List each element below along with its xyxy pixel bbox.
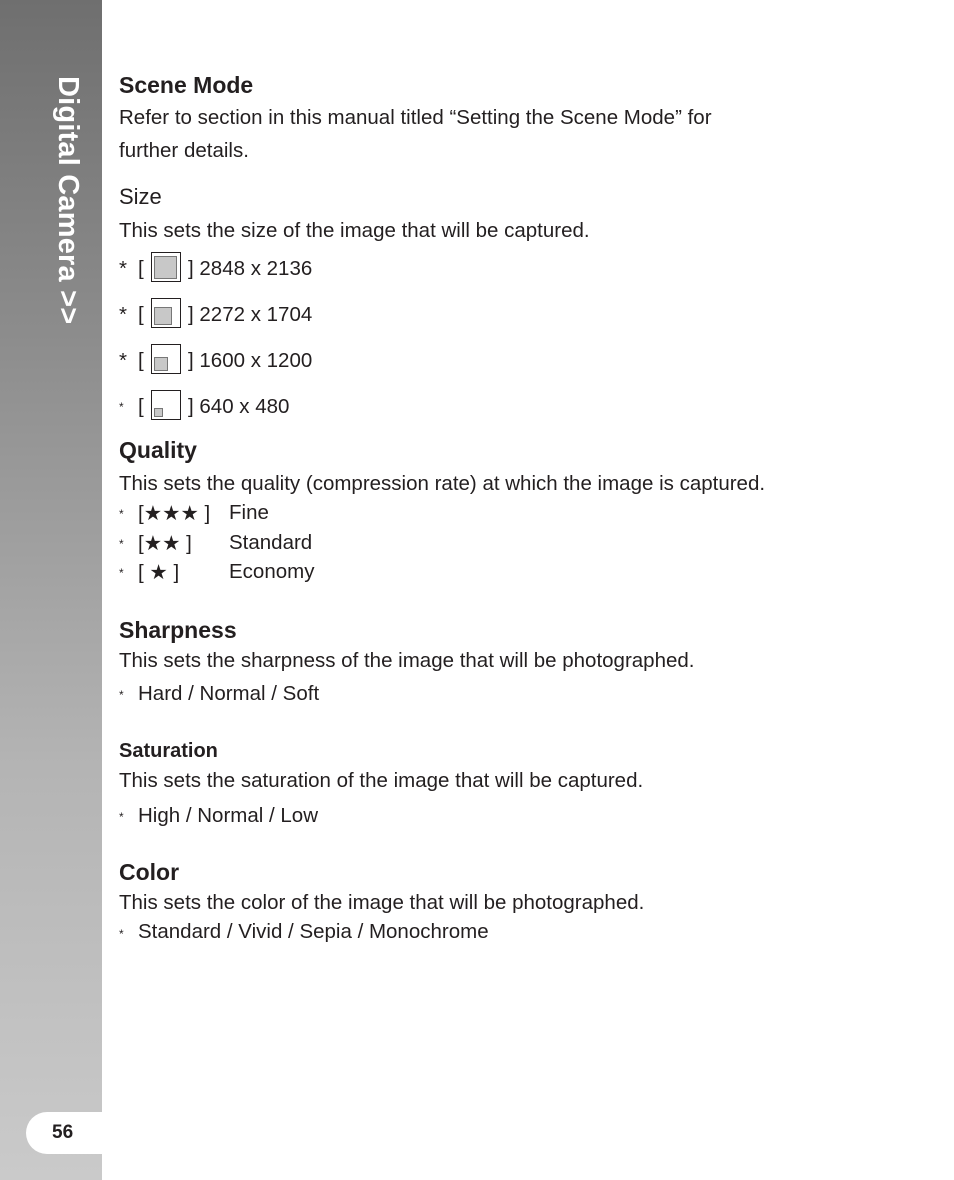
size-description: This sets the size of the image that will be captured. xyxy=(119,219,590,242)
scene-mode-text-line2: further details. xyxy=(119,139,249,162)
saturation-options: High / Normal / Low xyxy=(138,804,319,827)
saturation-heading: Saturation xyxy=(119,740,218,762)
image-size-medium-large-icon xyxy=(151,298,181,328)
size-label: ] 2272 x 1704 xyxy=(188,303,313,326)
bullet: * xyxy=(119,927,124,941)
scene-mode-text-line1: Refer to section in this manual titled “Setting the Scene Mode” for xyxy=(119,106,712,129)
quality-economy-icon: [ ★ ] xyxy=(138,561,180,584)
bullet: * xyxy=(119,810,124,824)
image-size-large-icon xyxy=(151,252,181,282)
bracket: [ xyxy=(138,349,144,372)
bullet: * xyxy=(119,566,124,580)
quality-label: Economy xyxy=(229,560,315,583)
image-size-small-icon xyxy=(151,390,181,420)
sharpness-options: Hard / Normal / Soft xyxy=(138,682,320,705)
size-label: ] 640 x 480 xyxy=(188,395,290,418)
size-label: ] 1600 x 1200 xyxy=(188,349,313,372)
bracket: [ xyxy=(138,303,144,326)
bullet: * xyxy=(119,688,124,702)
bullet: * xyxy=(119,507,124,521)
quality-heading: Quality xyxy=(119,437,197,463)
bullet: * xyxy=(119,537,124,551)
bullet: * xyxy=(119,349,127,372)
page-number: 56 xyxy=(52,1122,74,1143)
color-description: This sets the color of the image that will be photographed. xyxy=(119,891,645,914)
bullet: * xyxy=(119,303,127,326)
color-options: Standard / Vivid / Sepia / Monochrome xyxy=(138,920,489,943)
section-title-vertical: Digital Camera >> xyxy=(52,76,84,325)
size-label: ] 2848 x 2136 xyxy=(188,257,313,280)
bullet: * xyxy=(119,257,127,280)
bracket: [ xyxy=(138,395,144,418)
bullet: * xyxy=(119,400,124,414)
color-heading: Color xyxy=(119,859,180,885)
image-size-medium-icon xyxy=(151,344,181,374)
quality-label: Fine xyxy=(229,501,269,524)
quality-description: This sets the quality (compression rate) at which the image is captured. xyxy=(119,472,766,495)
quality-label: Standard xyxy=(229,531,313,554)
size-heading: Size xyxy=(119,184,162,209)
saturation-description: This sets the saturation of the image that will be captured. xyxy=(119,769,644,792)
sharpness-description: This sets the sharpness of the image that will be photographed. xyxy=(119,649,695,672)
sharpness-heading: Sharpness xyxy=(119,617,237,643)
quality-standard-icon: [★★ ] xyxy=(138,532,192,555)
bracket: [ xyxy=(138,257,144,280)
scene-mode-heading: Scene Mode xyxy=(119,72,254,98)
quality-fine-icon: [★★★ ] xyxy=(138,502,211,525)
